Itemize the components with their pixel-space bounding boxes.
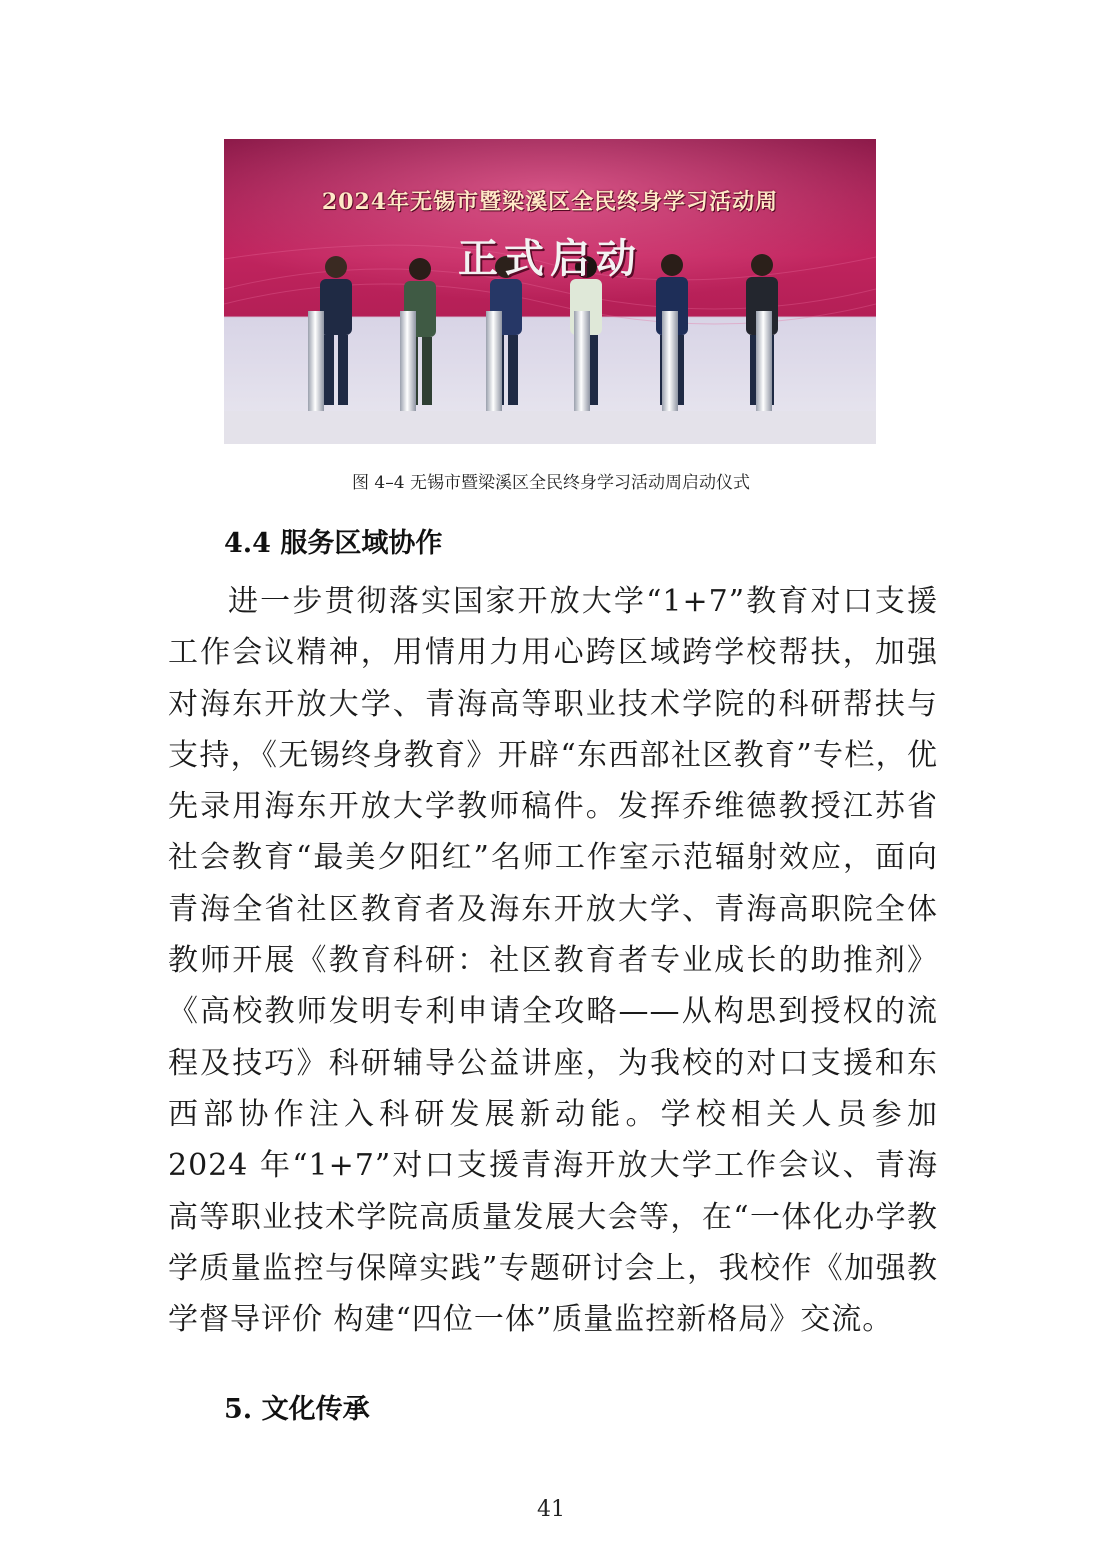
- event-photo: [224, 139, 876, 444]
- page-number: 41: [537, 1497, 565, 1522]
- section-heading-5: 5. 文化传承: [224, 1394, 370, 1425]
- banner-subtitle: 正式启动: [458, 235, 642, 282]
- figure-caption: 图 4–4 无锡市暨梁溪区全民终身学习活动周启动仪式: [352, 473, 750, 493]
- banner-title: 2024年无锡市暨梁溪区全民终身学习活动周: [321, 189, 779, 215]
- section-paragraph: 进一步贯彻落实国家开放大学“1+7”教育对口支援工作会议精神，用情用力用心跨区域跨学校帮扶，加强对海东开放大学、青海高等职业技术学院的科研帮扶与支持，《无锡终身教育》开辟“东西部社区教育”专栏，优先录用海东开放大学教师稿件。发挥乔维德教授江苏省社会教育“最美夕阳红”名师工作室示范辐射效应，面向青海全省社区教育者及海东开放大学、青海高职院全体教师开展《教育科研：社区教育者专业成长的助推剂》《高校教师发明专利申请全攻略——从构思到授权的流程及技巧》科研辅导公益讲座，为我校的对口支援和东西部协作注入科研发展新动能。学校相关人员参加 2024 年“1+7”对口支援青海开放大学工作会议、青海高等职业技术学院高质量发展大会等，在“一体化办学教学质量监控与保障实践”专题研讨会上，我校作《加强教学督导评价 构建“四位一体”质量监控新格局》交流。: [168, 584, 938, 1338]
- section-heading-4-4: 4.4 服务区域协作: [224, 528, 443, 559]
